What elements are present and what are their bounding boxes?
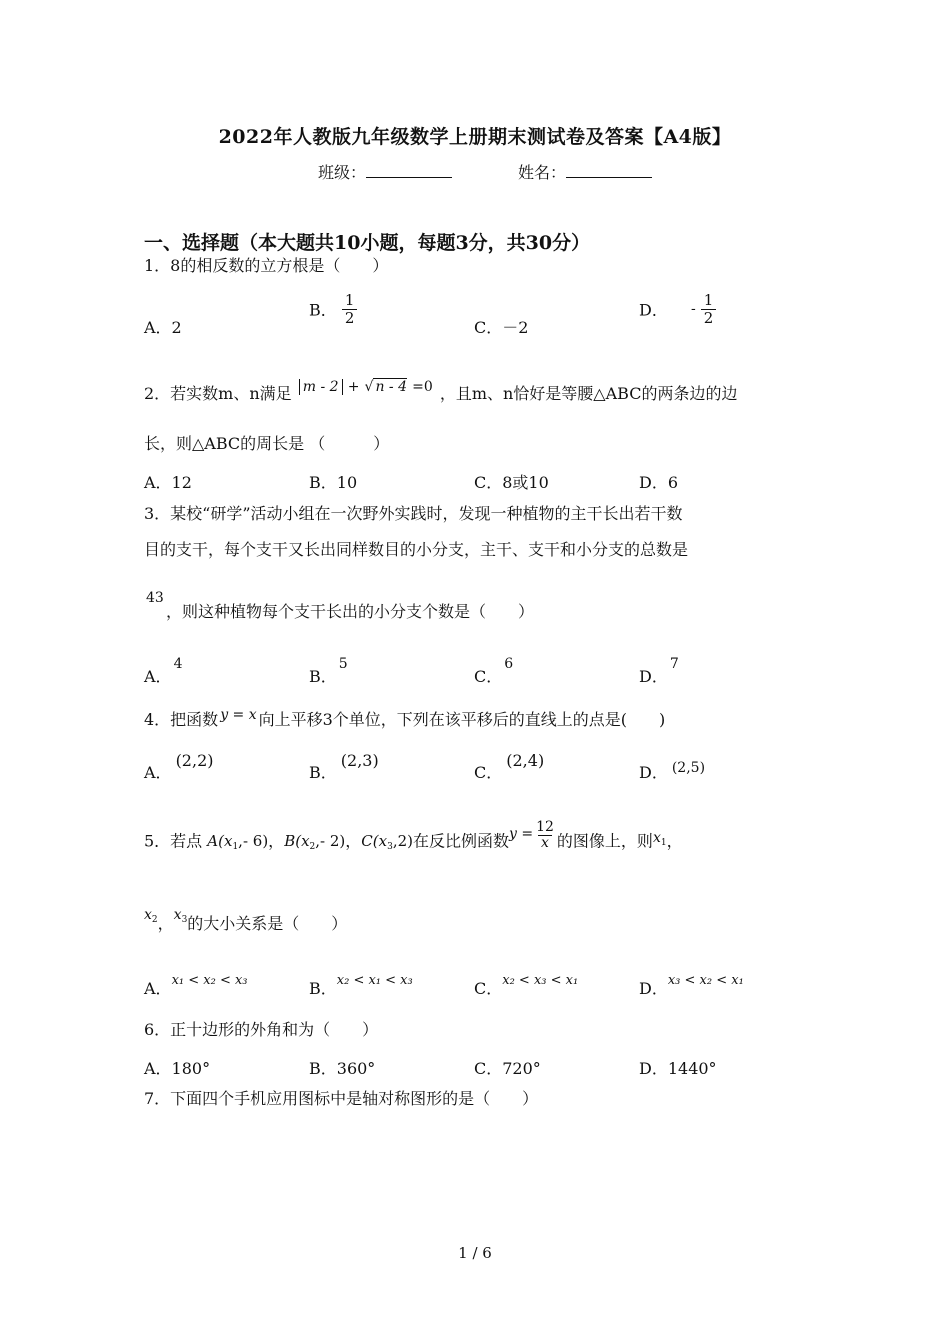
q2-stem	[144, 379, 738, 403]
q5-comma: ，	[666, 831, 683, 851]
q4-d-value: (2,5)	[671, 760, 706, 776]
q4-b-prefix: B．	[309, 763, 337, 782]
class-blank[interactable]	[366, 163, 452, 178]
q4-stem-post: 向上平移3个单位，下列在该平移后的直线上的点是( )	[258, 710, 666, 729]
q5-pa-end: ,- 6)	[238, 832, 269, 851]
q1-option-c: C．－2	[474, 318, 529, 337]
q1-d-denominator: 2	[701, 309, 717, 327]
q4-d-prefix: D．	[639, 763, 668, 782]
q5-l2-x3	[174, 907, 188, 923]
q2-stem-post: ，且m、n恰好是等腰△ABC的两条边的边	[439, 384, 738, 403]
q5-pb-sub: 2	[309, 842, 316, 853]
q5-sep2: ，	[345, 831, 362, 851]
q1-option-a: A．2	[144, 318, 182, 337]
q5-a-value: x₁ < x₂ < x₃	[171, 973, 248, 988]
class-label: 班级：	[318, 163, 367, 182]
q2-option-d: D．6	[639, 473, 679, 492]
q5-pa-text: A(x	[207, 832, 233, 851]
page-number: 1 / 6	[458, 1244, 492, 1262]
q3-line3: ，则这种植物每个支干长出的小分支个数是（ ）	[166, 602, 535, 621]
q5-func-y: y =	[509, 826, 534, 843]
q5-line2	[144, 907, 348, 935]
q5-c-value: x₂ < x₃ < x₁	[502, 973, 579, 988]
q5-x1	[652, 830, 667, 849]
q3-b-prefix: B．	[309, 667, 337, 686]
q3-c-value: 6	[504, 656, 514, 672]
q7-stem: 7．下面四个手机应用图标中是轴对称图形的是（ ）	[144, 1089, 539, 1108]
q5-num: 5．若点	[144, 831, 203, 851]
q5-b-prefix: B．	[309, 979, 337, 998]
q4-option-b	[309, 751, 379, 783]
q5-l2-x3-sub: 3	[181, 915, 188, 925]
q6-option-a: A．180°	[144, 1059, 211, 1078]
q2-abs-expr: m - 2	[299, 379, 343, 395]
q6-option-b: B．360°	[309, 1059, 376, 1078]
q5-mid: 在反比例函数	[412, 831, 509, 851]
q5-l2-x2	[144, 907, 158, 923]
name-label: 姓名：	[518, 163, 567, 182]
q2-option-c: C．8或10	[474, 473, 549, 492]
q1-option-b	[309, 292, 357, 326]
q3-b-value: 5	[338, 656, 348, 672]
q4-c-prefix: C．	[474, 763, 503, 782]
q5-l2-text: 的大小关系是（ ）	[187, 914, 348, 933]
q5-point-c	[361, 832, 413, 853]
q2-plus: +	[347, 379, 360, 395]
q4-b-value: (2,3)	[340, 751, 379, 770]
q4-option-a	[144, 751, 214, 783]
name-blank[interactable]	[566, 163, 652, 178]
q1-d-numerator: 1	[703, 291, 714, 309]
q5-post: 的图像上，则	[556, 831, 653, 851]
q3-option-d	[639, 656, 679, 687]
q1-b-fraction	[342, 292, 358, 326]
section-heading: 一、选择题（本大题共10小题，每题3分，共30分）	[144, 232, 591, 254]
q4-option-d	[639, 760, 705, 783]
q5-option-a	[144, 973, 248, 999]
q1-b-denominator: 2	[342, 309, 358, 327]
q5-pb-end: ,- 2)	[315, 832, 346, 851]
q5-b-value: x₂ < x₁ < x₃	[336, 973, 413, 988]
q3-a-value: 4	[173, 656, 183, 672]
q3-option-a	[144, 656, 183, 687]
q6-option-c: C．720°	[474, 1059, 541, 1078]
q4-stem-pre: 4．把函数	[144, 710, 219, 729]
q5-option-b	[309, 973, 413, 999]
q3-c-prefix: C．	[474, 667, 503, 686]
q1-stem: 1．8的相反数的立方根是（ ）	[144, 256, 389, 275]
q4-a-value: (2,2)	[175, 751, 214, 770]
q5-l2-x3-text: x	[173, 907, 182, 923]
q1-d-prefix: D．	[639, 300, 668, 320]
q3-option-b	[309, 656, 348, 687]
q3-line1: 3．某校“研学”活动小组在一次野外实践时，发现一种植物的主干长出若干数	[144, 504, 683, 523]
q5-pc-end: ,2)	[392, 832, 413, 851]
q1-option-d	[639, 292, 716, 326]
q5-pc-sub: 3	[387, 842, 393, 853]
q5-l2-comma: ，	[157, 914, 174, 933]
q5-x1-sub: 1	[660, 838, 667, 849]
q3-d-prefix: D．	[639, 667, 668, 686]
q5-l2-x2-text: x	[144, 907, 152, 923]
q2-option-b: B．10	[309, 473, 358, 492]
q5-pc-text: C(x	[361, 832, 388, 851]
q2-sqrt-sign: √	[364, 379, 374, 395]
q1-d-sign: -	[690, 301, 696, 317]
q1-d-fraction	[701, 292, 717, 326]
q2-option-a: A．12	[144, 473, 192, 492]
q5-stem	[144, 819, 683, 858]
q2-stem-line2: 长，则△ABC的周长是 （ ）	[144, 434, 390, 453]
q4-stem	[144, 707, 666, 729]
q4-option-c	[474, 751, 545, 783]
class-field	[318, 160, 452, 183]
q5-point-a	[207, 832, 269, 853]
q6-stem: 6．正十边形的外角和为（ ）	[144, 1020, 379, 1039]
q5-c-prefix: C．	[474, 979, 503, 998]
q3-d-value: 7	[669, 656, 679, 672]
name-field	[518, 160, 652, 183]
q3-number-43: 43	[146, 590, 164, 606]
q5-l2-x2-sub: 2	[151, 915, 158, 925]
q2-equals-zero: =0	[412, 379, 433, 395]
q1-b-numerator: 1	[344, 291, 355, 309]
q3-option-c	[474, 656, 514, 687]
q5-func-denominator: x	[538, 835, 552, 851]
q5-x1-text: x	[652, 830, 661, 847]
q5-func-fraction	[533, 820, 557, 852]
q5-pb-text: B(x	[284, 832, 310, 851]
q5-d-value: x₃ < x₂ < x₁	[667, 973, 744, 988]
q5-pa-sub: 1	[232, 842, 239, 853]
q3-a-prefix: A．	[144, 667, 172, 686]
q6-option-d: D．1440°	[639, 1059, 717, 1078]
q1-b-prefix: B．	[309, 300, 337, 320]
q2-sqrt-expr: n - 4	[375, 379, 407, 395]
q5-option-d	[639, 973, 744, 999]
q5-a-prefix: A．	[144, 979, 172, 998]
q2-equation	[299, 376, 438, 395]
q2-stem-pre: 2．若实数m、n满足	[144, 384, 292, 403]
q5-option-c	[474, 973, 579, 999]
q5-point-b	[284, 832, 346, 853]
q4-c-value: (2,4)	[506, 751, 545, 770]
q3-line2: 目的支干，每个支干又长出同样数目的小分支，主干、支干和小分支的总数是	[144, 540, 689, 559]
q5-d-prefix: D．	[639, 979, 668, 998]
q4-function: y = x	[220, 707, 257, 723]
page-title: 2022年人教版九年级数学上册期末测试卷及答案【A4版】	[218, 126, 732, 148]
q4-a-prefix: A．	[144, 763, 172, 782]
q5-sep1: ，	[268, 831, 285, 851]
q5-func-numerator: 12	[536, 819, 554, 835]
